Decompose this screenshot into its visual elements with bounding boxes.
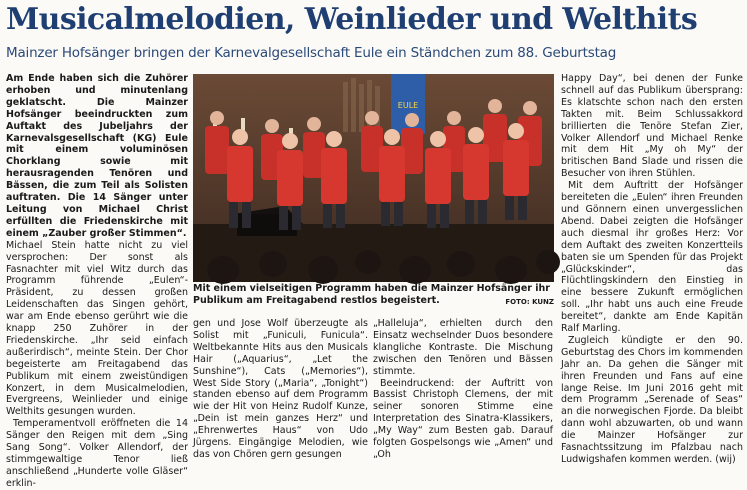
article-column-3 <box>373 318 553 460</box>
body-paragraph: Mit dem Auftritt der Hofsänger bereiteten die „Eulen“ ihren Freunden und Gönnern einen unvergesslichen Abend. Dabei zeigten die Hofsänger auch diesmal ihr großes Herz: Vor dem Auftakt des zweiten Konzertteils baten sie um Spenden für das Projekt „Glückskinder“, das Flüchtlingskindern den Einstieg in eine bessere Zukunft ermöglichen soll. „Ihr habt uns auch eine Freude bereitet“, dankte am Ende Kapitän Ralf Marling. <box>561 180 743 335</box>
body-paragraph: „Halleluja“, erhielten durch den Einsatz wechselnder Duos besondere klangliche Kontraste. Die Mischung zwischen den Tenören und Bässen stimmte. <box>373 318 553 377</box>
body-paragraph: Happy Day“, bei denen der Funke schnell auf das Publikum übersprang: Es klatschte schon nach den ersten Takten mit. Beim Schlussakkord brillierten die Tenöre Stefan Zier, Volker Allendorf und Michael Renke mit dem Hit „My oh My“ der britischen Band Slade und rissen die Besucher von ihren Stühlen. <box>561 73 743 180</box>
body-paragraph: Beeindruckend: der Auftritt von Bassist Christoph Clemens, der mit seiner sonoren Stimme eine Interpretation des Sinatra-Klassikers, „My Way“ zum Besten gab. Darauf folgten Gospelsongs wie „Amen“ und „Oh <box>373 377 553 460</box>
article-column-4 <box>561 73 743 465</box>
banner-text: EULE <box>397 101 419 110</box>
photo-caption-block <box>193 283 554 315</box>
body-paragraph: gen und Jose Wolf überzeugte als Solist mit „Funiculi, Funicula“. Weltbekannte Hits aus den Musicals Hair („Aquarius“, „Let the Sunshine“), Cats („Memories“), West Side Story („Maria“, „Tonight“) standen ebenso auf dem Programm wie der Hit von Heinz Rudolf Kunze, „Dein ist mein ganzes Herz“ und „Ehrenwertes Haus“ von Udo Jürgens. Eingängige Melodien, wie das von Chören gern gesungen <box>193 318 368 460</box>
concert-photo <box>193 74 554 282</box>
photo-credit: FOTO: KUNZ <box>505 298 554 307</box>
lead-paragraph: Am Ende haben sich die Zuhörer erhoben und minutenlang geklatscht. Die Mainzer Hofsänger beeindruckten zum Auftakt des Jubeljahrs der Karnevalsgesellschaft (KG) Eule mit einem voluminösen Chorklang sowie mit herausragenden Tenören und Bässen, die zum Teil als Solisten auftraten. Die 14 Sänger unter Leitung von Michael Christ erfüllten die Friedenskirche mit einem „Zauber großer Stimmen“. <box>6 73 188 239</box>
body-paragraph: Michael Stein hatte nicht zu viel versprochen: Der sonst als Fasnachter mit viel Witz durch das Programm führende „Eulen“-Präsident, zu dessen großen Leidenschaften das Singen gehört, war am Ende ebenso gerührt wie die knapp 250 Zuhörer in der Friedenskirche. „Ihr seid einfach außerirdisch“, meinte Stein. Der Chor begeisterte am Freitagabend das Publikum mit einem zweistündigen Konzert, in dem Musicalmelodien, Evergreens, Weinlieder und einige Welthits gesungen wurden. <box>6 239 188 418</box>
photo-caption: Mit einem vielseitigen Programm haben die Mainzer Hofsänger ihr Publikum am Freitagabend restlos begeistert. <box>193 283 550 306</box>
article-column-2 <box>193 318 368 460</box>
body-paragraph: Zugleich kündigte er den 90. Geburtstag des Chors im kommenden Jahr an. Da gehen die Sänger mit ihren Freunden und Fans auf eine lange Reise. Im Juni 2016 geht mit dem Programm „Serenade of Seas“ an die norwegischen Fjorde. Da bleibt dann wohl abzuwarten, ob und wann die Mainzer Hofsänger zur Fasnachtssitzung im Pfalzbau nach Ludwigshafen kommen werden. (wij) <box>561 334 743 465</box>
article-column-1 <box>6 73 188 489</box>
choir-photo-illustration <box>193 74 554 282</box>
subheadline: Mainzer Hofsänger bringen der Karnevalgesellschaft Eule ein Ständchen zum 88. Geburtstag <box>6 45 617 61</box>
body-paragraph: Temperamentvoll eröffneten die 14 Sänger den Reigen mit dem „Sing Sang Song“. Volker Allendorf, der stimmgewaltige Tenor ließ anschließend „Hunderte volle Gläser“ erklin- <box>6 418 188 489</box>
headline: Musicalmelodien, Weinlieder und Welthits <box>6 2 698 37</box>
